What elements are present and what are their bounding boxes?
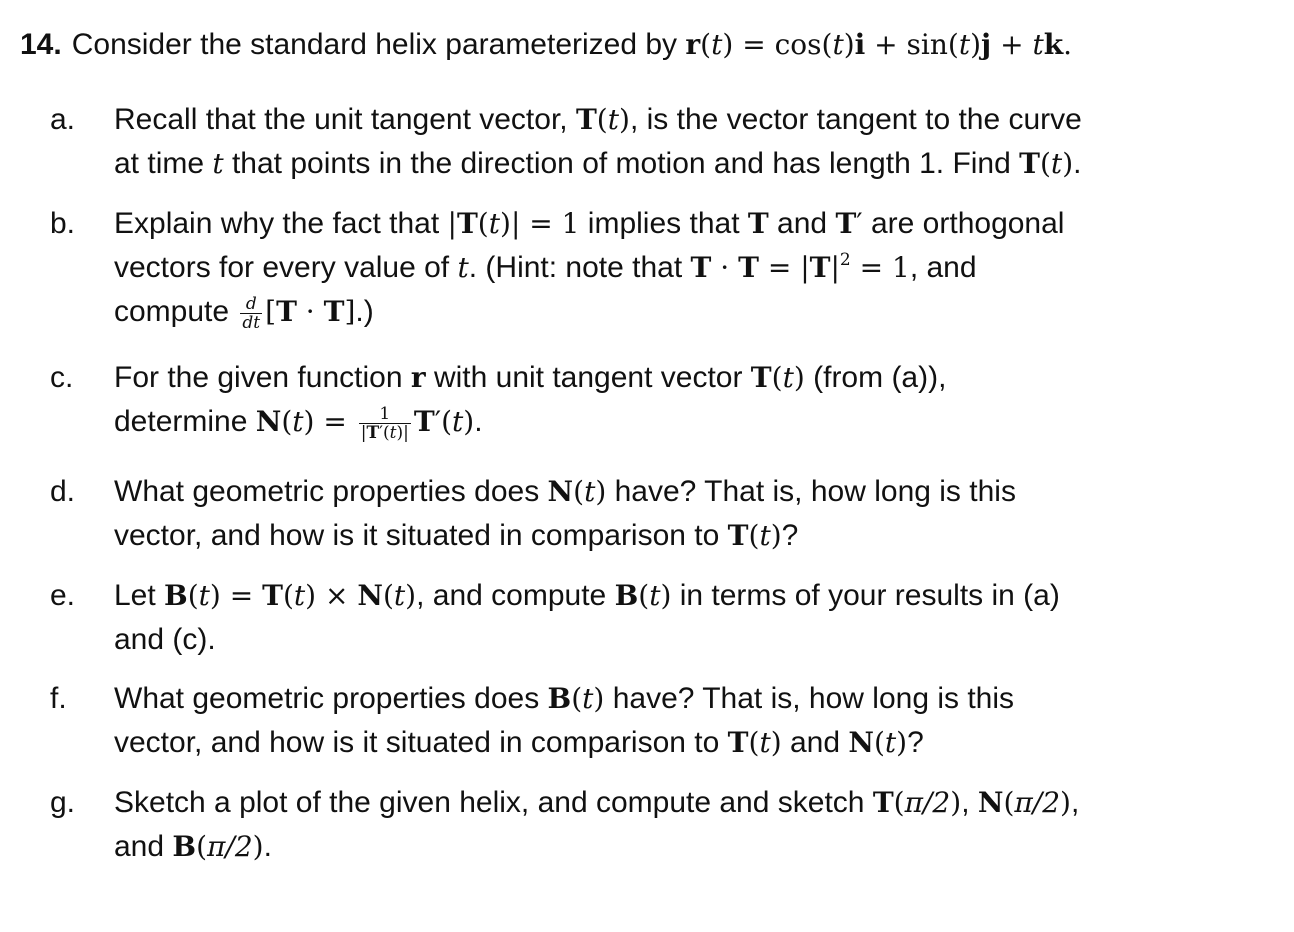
problem-heading [20, 24, 1072, 66]
problem-intro: Consider the standard helix parameterized by [71, 28, 678, 61]
part-g-text: Sketch a plot of the given helix, and compute and sketch T(π/2), N(π/2), and B(π/2). [114, 786, 1080, 863]
part-d-label: d. [50, 475, 76, 508]
part-a-text: Recall that the unit tangent vector, T(t), is the vector tangent to the curve at time t that points in the direction of motion and has length 1. Find T(t). [114, 103, 1082, 180]
part-b-text: Explain why the fact that |T(t)| = 1 implies that T and T′ are orthogonal vectors for every value of t. (Hint: note that $T \cdot T = |T|^2 = 1$, and compute $\frac{d}{dt}$ [T · T].) [114, 207, 1065, 333]
part-d-text: What geometric properties does N(t) have? That is, how long is this vector, and how is it situated in comparison to T(t)? [114, 475, 1016, 552]
normal-fraction: $\frac{1}{|T'(t)|}$ [360, 403, 409, 443]
part-g-label: g. [50, 786, 76, 819]
part-a-label: a. [50, 103, 76, 136]
part-f-label: f. [50, 682, 67, 715]
part-c-text: For the given function r with unit tangent vector T(t) (from (a)), determine N(t) = $\frac{1}{|T'(t)|}$ T′(t). [114, 361, 947, 443]
problem-number: 14. [20, 28, 62, 61]
part-e-text: Let B(t) = T(t) × N(t), and compute B(t) in terms of your results in (a) and (c). [114, 579, 1060, 656]
part-b-label: b. [50, 207, 76, 240]
part-e-label: e. [50, 579, 76, 612]
part-c-label: c. [50, 361, 74, 394]
helix-formula: r(t) = cos(t)i + sin(t)j + tk. [685, 28, 1073, 61]
part-f-text: What geometric properties does B(t) have? That is, how long is this vector, and how is it situated in comparison to T(t) and N(t)? [114, 682, 1015, 759]
derivative-fraction: $\frac{d}{dt}$ [242, 293, 261, 333]
